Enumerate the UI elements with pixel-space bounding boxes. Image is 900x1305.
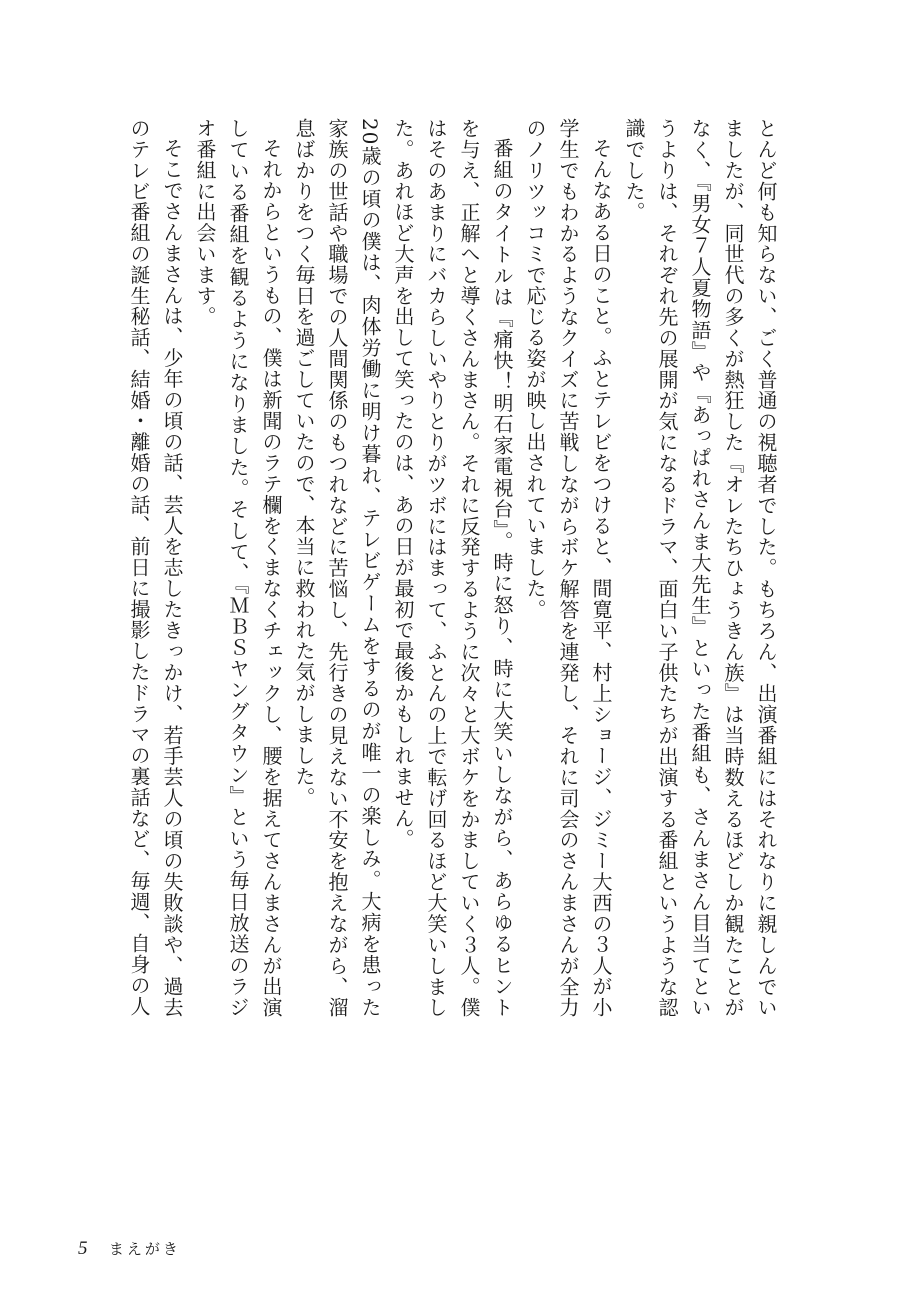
- page-footer: [78, 1238, 181, 1260]
- paragraph: それからというもの、僕は新聞のラテ欄をくまなくチェックし、腰を据えてさんまさんが出演している番組を観るようになりました。そして、『ＭＢＳヤングタウン』という毎日放送のラジオ番組に出会います。: [193, 118, 283, 1018]
- running-title: まえがき: [108, 1240, 181, 1258]
- paragraph: そんなある日のこと。ふとテレビをつけると、間寛平、村上ショージ、ジミー大西の３人が小学生でもわかるようなクイズに苦戦しながらボケ解答を連発し、それに司会のさんまさんが全力のノリツッコミで応じる姿が映し出されていました。: [523, 118, 613, 1018]
- paragraph: そこでさんまさんは、少年の頃の話、芸人を志したきっかけ、若手芸人の頃の失敗談や、過去のテレビ番組の誕生秘話、結婚・離婚の話、前日に撮影したドラマの裏話など、毎週、自身の人: [127, 118, 184, 1018]
- body-text: [82, 118, 782, 1018]
- page-number: 5: [78, 1238, 88, 1259]
- paragraph: 20歳の頃の僕は、肉体労働に明け暮れ、テレビゲームをするのが唯一の楽しみ。大病を患った家族の世話や職場での人間関係のもつれなどに苦悩し、先行きの見えない不安を抱えながら、溜息ばかりをつく毎日を過ごしていたので、本当に救われた気がしました。: [292, 118, 382, 1018]
- paragraph: 番組のタイトルは『痛快！明石家電視台』。時に怒り、時に大笑いしながら、あらゆるヒントを与え、正解へと導くさんまさん。それに反発するように次々と大ボケをかましていく３人。僕はそのあまりにバカらしいやりとりがツボにはまって、ふとんの上で転げ回るほど大笑いしました。あれほど大声を出して笑ったのは、あの日が最初で最後かもしれません。: [391, 118, 514, 1018]
- paragraph: とんど何も知らない、ごく普通の視聴者でした。もちろん、出演番組にはそれなりに親しんでいましたが、同世代の多くが熱狂した『オレたちひょうきん族』は当時数えるほどしか観たことがなく、『男女７人夏物語』や『あっぱれさんま大先生』といった番組も、さんまさん目当てというよりは、それぞれ先の展開が気になるドラマ、面白い子供たちが出演する番組というような認識でした。: [622, 118, 778, 1018]
